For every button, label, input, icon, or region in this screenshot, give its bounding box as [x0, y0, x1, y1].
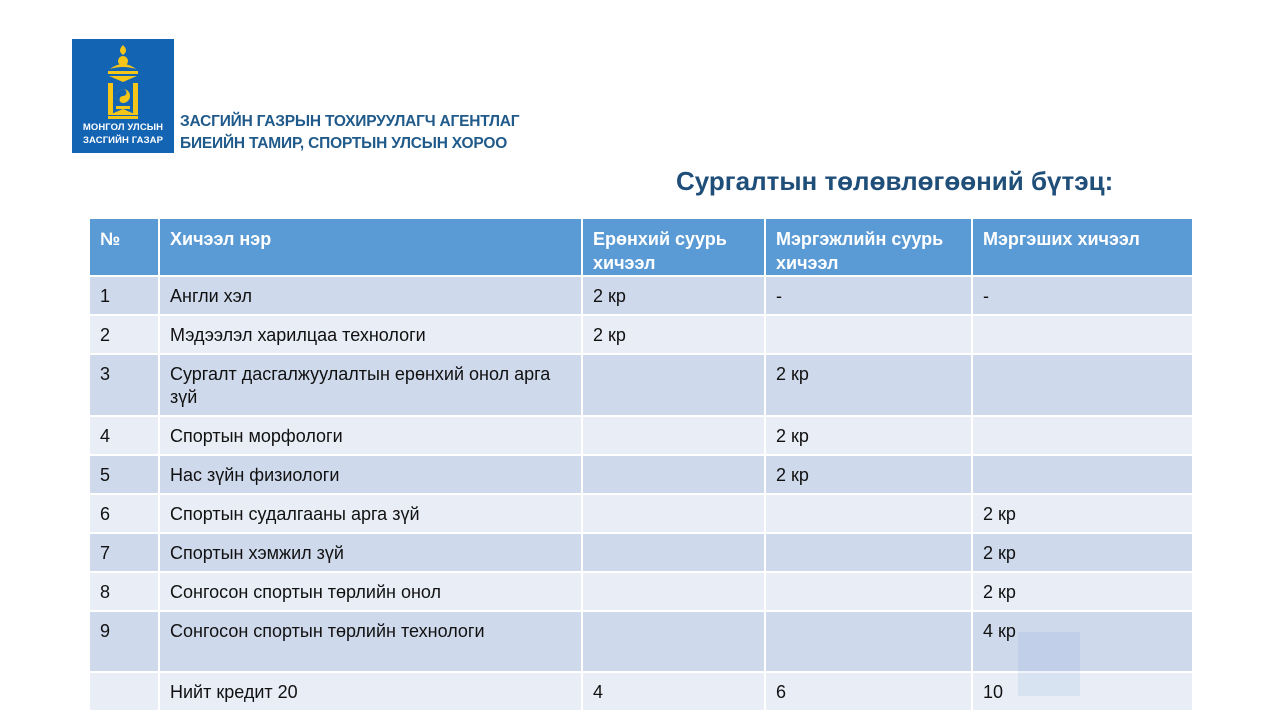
government-emblem-logo	[72, 39, 174, 153]
table-cell: 6	[765, 672, 972, 711]
table-cell: 9	[89, 611, 159, 672]
agency-name-line1: ЗАСГИЙН ГАЗРЫН ТОХИРУУЛАГЧ АГЕНТЛАГ	[180, 113, 520, 130]
table-cell: 5	[89, 455, 159, 494]
table-cell	[972, 455, 1193, 494]
table-cell: 2 кр	[582, 315, 765, 354]
table-cell	[972, 354, 1193, 416]
table-cell: 2	[89, 315, 159, 354]
soyombo-emblem-icon	[72, 39, 174, 123]
header-professional-foundation: Мэргэжлийн суурь хичээл	[765, 218, 972, 276]
table-cell: 4	[89, 416, 159, 455]
table-cell: 2 кр	[972, 572, 1193, 611]
table-cell	[765, 533, 972, 572]
table-cell	[765, 572, 972, 611]
table-cell: 7	[89, 533, 159, 572]
table-cell: Мэдээлэл харилцаа технологи	[159, 315, 582, 354]
table-cell: -	[765, 276, 972, 315]
table-cell: 2 кр	[972, 533, 1193, 572]
table-cell	[582, 416, 765, 455]
table-cell: 10	[972, 672, 1193, 711]
table-cell	[765, 315, 972, 354]
header-number: №	[89, 218, 159, 276]
table-cell	[582, 611, 765, 672]
table-cell	[765, 611, 972, 672]
table-row	[89, 416, 1193, 455]
table-cell: Спортын хэмжил зүй	[159, 533, 582, 572]
table-row	[89, 572, 1193, 611]
table-cell: Англи хэл	[159, 276, 582, 315]
header-general-foundation: Ерөнхий суурь хичээл	[582, 218, 765, 276]
logo-text-line1: МОНГОЛ УЛСЫН	[82, 122, 164, 133]
table-header-row	[89, 218, 1193, 276]
agency-name-line2: БИЕИЙН ТАМИР, СПОРТЫН УЛСЫН ХОРОО	[180, 135, 508, 152]
table-cell: 1	[89, 276, 159, 315]
table-cell	[582, 455, 765, 494]
table-cell	[582, 572, 765, 611]
table-cell: 2 кр	[582, 276, 765, 315]
table-row	[89, 533, 1193, 572]
table-cell: 2 кр	[972, 494, 1193, 533]
table-cell: 3	[89, 354, 159, 416]
table-row	[89, 354, 1193, 416]
table-cell	[582, 533, 765, 572]
table-cell	[972, 315, 1193, 354]
slide-title: Сургалтын төлөвлөгөөний бүтэц:	[676, 166, 1114, 196]
table-row	[89, 276, 1193, 315]
table-cell	[765, 494, 972, 533]
table-cell: 4	[582, 672, 765, 711]
table-cell	[582, 354, 765, 416]
table-cell	[972, 416, 1193, 455]
table-cell	[89, 672, 159, 711]
table-cell: 6	[89, 494, 159, 533]
table-cell	[582, 494, 765, 533]
logo-text-line2: ЗАСГИЙН ГАЗАР	[82, 135, 164, 146]
table-cell: Сонгосон спортын төрлийн технологи	[159, 611, 582, 672]
table-cell: Нас зүйн физиологи	[159, 455, 582, 494]
table-cell: 8	[89, 572, 159, 611]
table-cell: 2 кр	[765, 354, 972, 416]
agency-name	[180, 111, 519, 155]
table-cell: Спортын морфологи	[159, 416, 582, 455]
table-cell: 2 кр	[765, 416, 972, 455]
table-cell: Сургалт дасгалжуулалтын ерөнхий онол арга зүй	[159, 354, 582, 416]
header-course-name: Хичээл нэр	[159, 218, 582, 276]
table-row	[89, 315, 1193, 354]
table-cell: 4 кр	[972, 611, 1193, 672]
header-specialization: Мэргэших хичээл	[972, 218, 1193, 276]
table-cell: Сонгосон спортын төрлийн онол	[159, 572, 582, 611]
faded-logo-watermark	[1018, 632, 1192, 696]
table-cell: 2 кр	[765, 455, 972, 494]
table-cell: -	[972, 276, 1193, 315]
table-row	[89, 494, 1193, 533]
watermark-emblem-icon	[1018, 632, 1080, 696]
table-cell: Спортын судалгааны арга зүй	[159, 494, 582, 533]
table-row	[89, 455, 1193, 494]
table-cell: Нийт кредит 20	[159, 672, 582, 711]
